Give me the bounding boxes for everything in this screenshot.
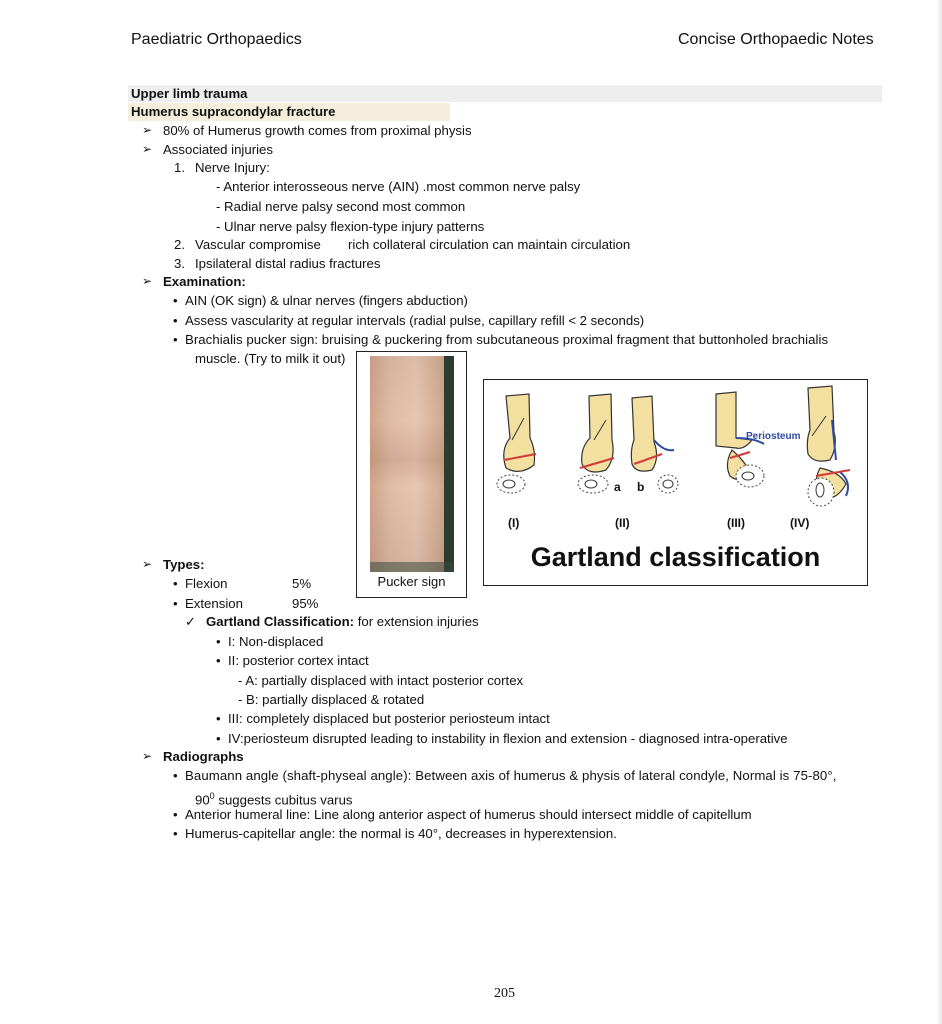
radiograph-baumann-cont: $90^0$ suggests cubitus varus: [195, 791, 353, 808]
gartland-diagram: [484, 380, 867, 530]
photo-caption: Pucker sign: [377, 574, 446, 589]
pucker-sign-photo: [370, 356, 454, 572]
subsection-title: Humerus supracondylar fracture: [131, 104, 336, 119]
gartland-figure: [483, 379, 868, 586]
list-number: 1.: [174, 160, 185, 175]
exam-item-3: Brachialis pucker sign: bruising & puckering from subcutaneous proximal fragment that buttonholed brachialis: [185, 332, 829, 347]
label-type-2: (II): [615, 516, 630, 530]
figure-title: Gartland classification: [530, 542, 821, 572]
gartland-2: II: posterior cortex intact: [228, 653, 369, 668]
radiograph-capitellar-angle: Humerus-capitellar angle: the normal is 40°, decreases in hyperextension.: [185, 826, 617, 841]
arrow-bullet-icon: ➢: [142, 749, 153, 763]
dot-bullet-icon: •: [173, 768, 178, 783]
dot-bullet-icon: •: [173, 332, 178, 347]
dot-bullet-icon: •: [173, 293, 178, 308]
arrow-bullet-icon: ➢: [142, 123, 153, 137]
radiographs-title: Radiographs: [163, 749, 244, 764]
nerve-ain: - Anterior interosseous nerve (AIN) .most common nerve palsy: [216, 179, 581, 194]
gartland-4: IV:periosteum disrupted leading to instability in flexion and extension - diagnosed intra-operative: [228, 731, 788, 746]
type-flexion: Flexion: [185, 576, 228, 591]
list-number: 3.: [174, 256, 185, 271]
label-a: a: [614, 480, 621, 494]
gartland-1: I: Non-displaced: [228, 634, 324, 649]
dot-bullet-icon: •: [216, 634, 221, 649]
ipsilateral-fracture: Ipsilateral distal radius fractures: [195, 256, 381, 271]
label-type-3: (III): [727, 516, 745, 530]
gartland-2a: - A: partially displaced with intact posterior cortex: [238, 673, 524, 688]
check-icon: ✓: [185, 614, 197, 629]
bullet-growth: 80% of Humerus growth comes from proximal physis: [163, 123, 472, 138]
vascular-note: rich collateral circulation can maintain circulation: [348, 237, 631, 252]
arrow-bullet-icon: ➢: [142, 274, 153, 288]
vascular-compromise: Vascular compromise: [195, 237, 321, 252]
list-number: 2.: [174, 237, 185, 252]
running-header-left: Paediatric Orthopaedics: [131, 31, 302, 48]
type-extension: Extension: [185, 596, 243, 611]
dot-bullet-icon: •: [216, 653, 221, 668]
exam-item-1: AIN (OK sign) & ulnar nerves (fingers abduction): [185, 293, 468, 308]
nerve-injury: Nerve Injury:: [195, 160, 270, 175]
type-flexion-pct: 5%: [292, 576, 312, 591]
dot-bullet-icon: •: [173, 826, 178, 841]
exam-item-3-cont: muscle. (Try to milk it out): [195, 351, 346, 366]
page-edge: [936, 0, 942, 1024]
arrow-bullet-icon: ➢: [142, 142, 153, 156]
label-b: b: [637, 480, 645, 494]
nerve-ulnar: - Ulnar nerve palsy flexion-type injury patterns: [216, 219, 485, 234]
radiograph-baumann: Baumann angle (shaft-physeal angle): Between axis of humerus & physis of lateral condyle, Normal is 75-80°,: [185, 768, 837, 783]
type-extension-pct: 95%: [292, 596, 319, 611]
dot-bullet-icon: •: [173, 313, 178, 328]
exam-item-2: Assess vascularity at regular intervals (radial pulse, capillary refill < 2 seconds): [185, 313, 645, 328]
dot-bullet-icon: •: [173, 576, 178, 591]
periosteum-label: Periosteum: [746, 431, 801, 442]
radiograph-anterior-line: Anterior humeral line: Line along anterior aspect of humerus should intersect middle of capitellum: [185, 807, 752, 822]
nerve-radial: - Radial nerve palsy second most common: [216, 199, 466, 214]
examination-title: Examination:: [163, 274, 246, 289]
bullet-associated: Associated injuries: [163, 142, 273, 157]
running-header-right: Concise Orthopaedic Notes: [678, 31, 874, 48]
pucker-sign-figure: [356, 351, 467, 598]
dot-bullet-icon: •: [173, 807, 178, 822]
gartland-3: III: completely displaced but posterior periosteum intact: [228, 711, 550, 726]
section-title: Upper limb trauma: [131, 86, 248, 101]
label-type-4: (IV): [790, 516, 810, 530]
label-type-1: (I): [508, 516, 520, 530]
page-number: 205: [494, 986, 515, 1001]
gartland-heading: Gartland Classification: for extension injuries: [206, 614, 479, 629]
dot-bullet-icon: •: [216, 711, 221, 726]
dot-bullet-icon: •: [216, 731, 221, 746]
types-title: Types:: [163, 557, 205, 572]
arrow-bullet-icon: ➢: [142, 557, 153, 571]
gartland-2b: - B: partially displaced & rotated: [238, 692, 425, 707]
dot-bullet-icon: •: [173, 596, 178, 611]
